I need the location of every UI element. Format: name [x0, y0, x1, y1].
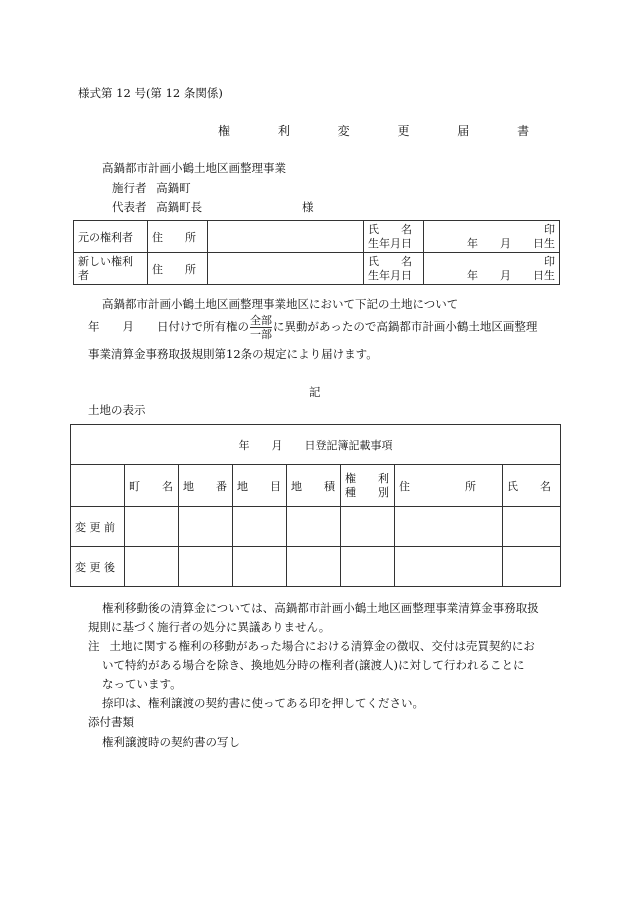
- note-line2: いて特約がある場合を除き、換地処分時の権利者(譲渡人)に対して行われることに: [102, 658, 525, 672]
- note-line3: なっています。: [102, 677, 182, 691]
- col-category: 地 目: [233, 465, 287, 507]
- statement-line1: 高鍋都市計画小鶴土地区画整理事業地区において下記の土地について: [102, 297, 459, 311]
- note-label: 注: [88, 639, 100, 653]
- party-row-new: [74, 253, 560, 285]
- implementer-label: 施行者: [112, 181, 147, 195]
- representative-name: 高鍋町長: [156, 200, 203, 214]
- land-row-after: [71, 547, 561, 587]
- attachment-item: 権利譲渡時の契約書の写し: [102, 735, 240, 749]
- project-name: 高鍋都市計画小鶴土地区画整理事業: [102, 161, 286, 175]
- fraction-choice: $\frac{\text{全部}}{\text{一部}}$: [250, 314, 272, 341]
- page-title: 権 利 変 更 届 書: [218, 124, 552, 138]
- registry-header: 年 月 日登記簿記載事項: [71, 425, 561, 465]
- party-table: [73, 220, 560, 285]
- col-area: 地 積: [287, 465, 341, 507]
- birth-date: 年 月 日生: [467, 268, 555, 282]
- land-header-row: [71, 425, 561, 465]
- consent-line1: 権利移動後の清算金については、高鍋都市計画小鶴土地区画整理事業清算金事務取扱: [102, 601, 539, 615]
- row-label: 変 更 前: [71, 507, 125, 547]
- form-number: 様式第 12 号(第 12 条関係): [78, 86, 223, 100]
- col-address: 住 所: [395, 465, 503, 507]
- honorific: 様: [302, 200, 314, 214]
- address-value[interactable]: [208, 221, 364, 253]
- representative: [112, 199, 322, 215]
- attachments-label: 添付書類: [88, 715, 134, 729]
- seal-mark: 印: [544, 254, 555, 268]
- name-birth-values[interactable]: [424, 221, 560, 253]
- seal-mark: 印: [544, 222, 555, 236]
- land-label: 土地の表示: [88, 403, 146, 417]
- party-row-original: [74, 221, 560, 253]
- land-table: [70, 424, 561, 587]
- col-right-type: 権 利 種 別: [341, 465, 395, 507]
- land-column-row: [71, 465, 561, 507]
- representative-label: 代表者: [112, 200, 147, 214]
- note-line1: 注 土地に関する権利の移動があった場合における清算金の徴収、交付は売買契約にお: [88, 639, 535, 653]
- name-birth-labels: 氏 名 生年月日: [364, 253, 424, 285]
- role-cell: 元の権利者: [74, 221, 148, 253]
- col-town: 町 名: [125, 465, 179, 507]
- address-label: 住 所: [148, 253, 208, 285]
- col-name: 氏 名: [503, 465, 561, 507]
- birth-date: 年 月 日生: [467, 236, 555, 250]
- statement-line2: 年 月 日付けで所有権の $\frac{\text{全部}}{\text{一部}}$ に異動があったので高鍋都市計画小鶴土地区画整理: [88, 314, 538, 341]
- land-row-before: [71, 507, 561, 547]
- role-cell: 新しい権利者: [74, 253, 148, 285]
- blank-corner: [71, 465, 125, 507]
- row-label: 変 更 後: [71, 547, 125, 587]
- implementer-name: 高鍋町: [156, 181, 191, 195]
- ki-heading: 記: [309, 385, 321, 399]
- consent-line2: 規則に基づく施行者の処分に異議ありません。: [88, 620, 331, 634]
- col-lot: 地 番: [179, 465, 233, 507]
- implementer: [112, 180, 191, 196]
- address-label: 住 所: [148, 221, 208, 253]
- address-value[interactable]: [208, 253, 364, 285]
- name-birth-labels: 氏 名 生年月日: [364, 221, 424, 253]
- seal-note: 捺印は、権利譲渡の契約書に使ってある印を押してください。: [102, 696, 424, 710]
- statement-line3: 事業清算金事務取扱規則第12条の規定により届けます。: [88, 347, 378, 361]
- name-birth-values[interactable]: [424, 253, 560, 285]
